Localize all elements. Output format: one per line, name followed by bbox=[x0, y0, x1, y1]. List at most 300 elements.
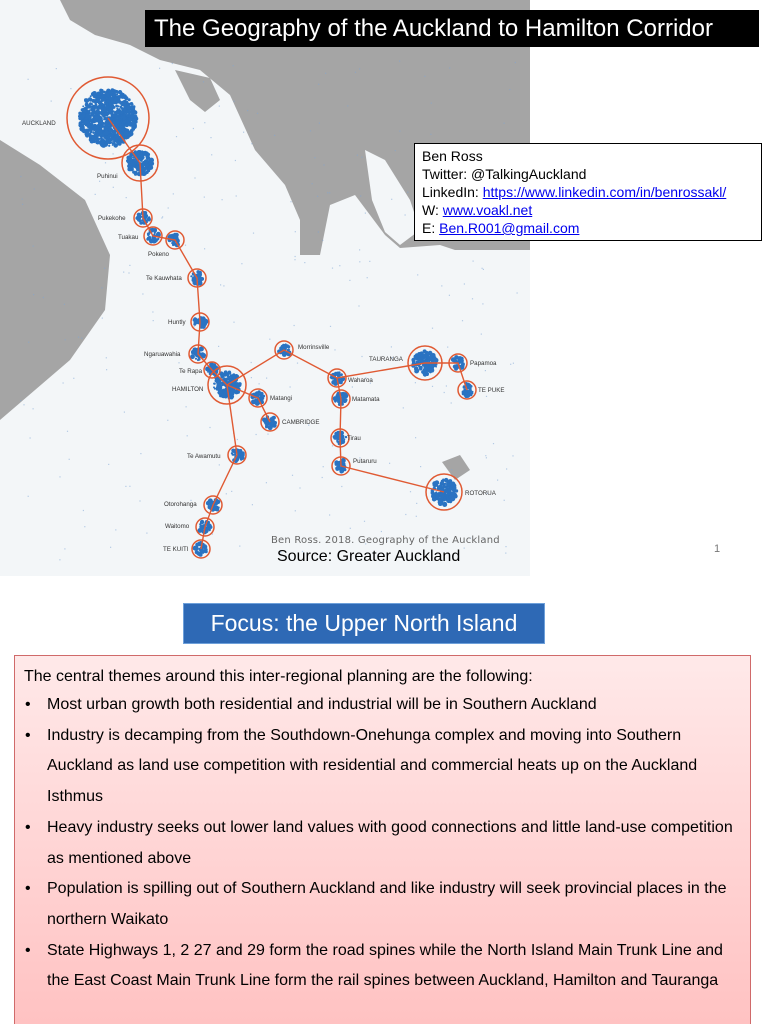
rural-speck bbox=[28, 342, 29, 343]
urban-dot-auckland bbox=[107, 135, 110, 138]
urban-dot-putaruru bbox=[341, 458, 345, 462]
urban-dot-ngaruawahia bbox=[201, 352, 204, 355]
label-te-kauwhata: Te Kauwhata bbox=[146, 275, 182, 282]
page-title: The Geography of the Auckland to Hamilton Corridor bbox=[145, 10, 759, 47]
urban-dot-tuakau bbox=[157, 238, 159, 240]
rural-speck bbox=[329, 514, 330, 515]
rural-speck bbox=[350, 528, 351, 529]
urban-dot-pukekohe bbox=[146, 214, 148, 216]
urban-dot-te-awamutu bbox=[231, 452, 233, 454]
urban-dot-auckland bbox=[109, 117, 112, 120]
rural-speck bbox=[341, 486, 342, 487]
urban-dot-tauranga bbox=[435, 363, 437, 365]
rural-speck bbox=[204, 248, 205, 249]
urban-dot-auckland bbox=[135, 113, 137, 115]
urban-dot-huntly bbox=[202, 316, 204, 318]
rural-speck bbox=[464, 548, 465, 549]
rural-speck bbox=[297, 363, 298, 364]
urban-dot-auckland bbox=[120, 94, 123, 97]
rural-speck bbox=[464, 283, 465, 284]
urban-dot-te-kauwhata bbox=[200, 278, 202, 280]
rural-speck bbox=[323, 164, 324, 165]
rural-speck bbox=[420, 466, 421, 467]
rural-speck bbox=[84, 526, 85, 527]
urban-dot-auckland bbox=[132, 108, 135, 111]
urban-dot-auckland bbox=[99, 119, 101, 121]
urban-dot-hamilton bbox=[228, 372, 230, 374]
rural-speck bbox=[110, 547, 111, 548]
urban-dot-auckland bbox=[92, 118, 94, 120]
rural-speck bbox=[113, 153, 114, 154]
themes-intro: The central themes around this inter-regional planning are the following: bbox=[24, 668, 533, 685]
urban-dot-auckland bbox=[126, 123, 129, 126]
rural-speck bbox=[304, 262, 305, 263]
rural-speck bbox=[167, 420, 168, 421]
urban-dot-putaruru bbox=[335, 460, 338, 463]
rural-speck bbox=[473, 261, 474, 262]
label-papamoa: Papamoa bbox=[470, 360, 497, 367]
urban-dot-auckland bbox=[87, 104, 91, 108]
rural-speck bbox=[369, 261, 370, 262]
rural-speck bbox=[193, 128, 194, 129]
urban-dot-auckland bbox=[100, 98, 103, 101]
rural-speck bbox=[294, 259, 295, 260]
urban-dot-rotorua bbox=[451, 497, 455, 501]
urban-dot-auckland bbox=[100, 138, 102, 140]
urban-dot-auckland bbox=[104, 92, 107, 95]
rural-speck bbox=[247, 110, 248, 111]
rural-speck bbox=[22, 199, 23, 200]
rural-speck bbox=[347, 105, 348, 106]
rural-speck bbox=[424, 76, 425, 77]
theme-text: Industry is decamping from the Southdown-Onehunga complex and moving into Southern Auckland as land use competition with residential and commercial heats up on the Auckland Isthmus bbox=[47, 726, 698, 806]
urban-dot-auckland bbox=[107, 97, 109, 99]
urban-dot-hamilton bbox=[234, 390, 237, 393]
rural-speck bbox=[132, 156, 133, 157]
label-ngaruawahia: Ngaruawahia bbox=[144, 351, 181, 358]
rural-speck bbox=[332, 445, 333, 446]
urban-dot-tauranga bbox=[423, 368, 427, 372]
rural-speck bbox=[20, 400, 21, 401]
rural-speck bbox=[266, 378, 267, 379]
rural-speck bbox=[70, 88, 71, 89]
theme-text: Population is spilling out of Southern Auckland and like industry will seek provincial places in the northern Waikato bbox=[47, 880, 727, 928]
rural-speck bbox=[486, 457, 487, 458]
rural-speck bbox=[509, 89, 510, 90]
rural-speck bbox=[253, 233, 254, 234]
email-link[interactable]: Ben.R001@gmail.com bbox=[439, 220, 580, 236]
rural-speck bbox=[129, 486, 130, 487]
rural-speck bbox=[153, 320, 154, 321]
rural-speck bbox=[219, 106, 220, 107]
urban-dot-te-kuiti bbox=[194, 546, 199, 551]
rural-speck bbox=[108, 464, 109, 465]
urban-dot-auckland bbox=[93, 116, 95, 118]
rural-speck bbox=[339, 265, 340, 266]
urban-dot-pukekohe bbox=[141, 219, 143, 221]
rural-speck bbox=[146, 533, 147, 534]
label-hamilton: HAMILTON bbox=[172, 386, 204, 393]
rural-speck bbox=[129, 265, 130, 266]
rural-speck bbox=[67, 431, 68, 432]
rural-speck bbox=[203, 81, 204, 82]
urban-dot-auckland bbox=[82, 105, 84, 107]
urban-dot-hamilton bbox=[213, 386, 215, 388]
urban-dot-auckland bbox=[89, 98, 93, 102]
urban-dot-waharoa bbox=[334, 372, 338, 376]
urban-dot-puhinui bbox=[137, 154, 142, 159]
label-te-awamutu: Te Awamutu bbox=[187, 453, 221, 460]
rural-speck bbox=[178, 362, 179, 363]
urban-dot-auckland bbox=[133, 124, 136, 127]
rural-speck bbox=[451, 402, 452, 403]
rural-speck bbox=[323, 466, 324, 467]
urban-dot-auckland bbox=[103, 115, 106, 118]
urban-dot-te-kuiti bbox=[204, 547, 206, 549]
rural-speck bbox=[332, 268, 333, 269]
urban-dot-tauranga bbox=[417, 352, 421, 356]
rural-speck bbox=[318, 84, 319, 85]
rural-speck bbox=[219, 464, 220, 465]
urban-dot-waharoa bbox=[332, 380, 336, 384]
urban-dot-auckland bbox=[124, 96, 128, 100]
urban-dot-hamilton bbox=[228, 376, 231, 379]
urban-dot-rotorua bbox=[440, 493, 445, 498]
rural-speck bbox=[358, 305, 359, 306]
rural-speck bbox=[416, 516, 417, 517]
urban-dot-auckland bbox=[135, 117, 138, 120]
rural-speck bbox=[497, 480, 498, 481]
rural-speck bbox=[267, 434, 268, 435]
urban-dot-putaruru bbox=[338, 467, 340, 469]
rural-speck bbox=[472, 298, 473, 299]
urban-dot-auckland bbox=[105, 110, 107, 112]
urban-dot-morrinsville bbox=[285, 343, 287, 345]
urban-dot-pukekohe bbox=[137, 213, 141, 217]
label-puhinui: Puhinui bbox=[97, 173, 118, 180]
page-number: 1 bbox=[714, 543, 721, 555]
rural-speck bbox=[317, 196, 318, 197]
urban-dot-te-puke bbox=[471, 392, 473, 394]
urban-dot-auckland bbox=[108, 145, 110, 147]
urban-dot-matangi bbox=[260, 396, 262, 398]
rural-speck bbox=[295, 510, 296, 511]
rural-speck bbox=[314, 157, 315, 158]
label-putaruru: Putaruru bbox=[353, 458, 377, 465]
urban-dot-tauranga bbox=[414, 369, 418, 373]
urban-dot-puhinui bbox=[145, 163, 149, 167]
rural-speck bbox=[152, 311, 153, 312]
rural-speck bbox=[329, 192, 330, 193]
rural-speck bbox=[23, 404, 24, 405]
rural-speck bbox=[233, 322, 234, 323]
rural-speck bbox=[176, 136, 177, 137]
urban-dot-waharoa bbox=[330, 376, 332, 378]
rural-speck bbox=[257, 113, 258, 114]
urban-dot-te-kauwhata bbox=[190, 275, 192, 277]
rural-speck bbox=[462, 320, 463, 321]
rural-speck bbox=[112, 142, 113, 143]
urban-dot-auckland bbox=[128, 134, 131, 137]
rural-speck bbox=[102, 318, 103, 319]
rural-speck bbox=[33, 246, 34, 247]
urban-dot-otorohanga bbox=[217, 506, 219, 508]
website-link[interactable]: www.voakl.net bbox=[442, 202, 533, 218]
urban-dot-auckland bbox=[95, 121, 97, 123]
rural-speck bbox=[116, 93, 117, 94]
urban-dot-te-puke bbox=[463, 386, 465, 388]
contact-card bbox=[414, 143, 762, 241]
urban-dot-auckland bbox=[117, 100, 121, 104]
rural-speck bbox=[312, 183, 313, 184]
urban-dot-pokeno bbox=[171, 234, 174, 237]
rural-speck bbox=[294, 325, 295, 326]
urban-dot-auckland bbox=[88, 128, 93, 133]
rural-speck bbox=[228, 380, 229, 381]
rural-speck bbox=[266, 482, 267, 483]
theme-text: Heavy industry seeks out lower land values with good connections and little land-use competition as mentioned above bbox=[47, 818, 733, 867]
urban-dot-huntly bbox=[202, 320, 207, 325]
urban-dot-otorohanga bbox=[214, 506, 217, 509]
urban-dot-pukekohe bbox=[138, 217, 141, 220]
urban-dot-rotorua bbox=[447, 483, 451, 487]
urban-dot-rotorua bbox=[444, 489, 448, 493]
urban-dot-hamilton bbox=[216, 387, 218, 389]
rural-speck bbox=[251, 143, 252, 144]
linkedin-link[interactable]: https://www.linkedin.com/in/benrossakl/ bbox=[482, 184, 727, 200]
urban-dot-waitomo bbox=[200, 528, 203, 531]
urban-dot-huntly bbox=[193, 317, 197, 321]
rural-speck bbox=[43, 297, 44, 298]
rural-speck bbox=[391, 346, 392, 347]
rural-speck bbox=[218, 346, 219, 347]
rural-speck bbox=[359, 249, 360, 250]
urban-dot-auckland bbox=[102, 113, 105, 116]
rural-speck bbox=[449, 67, 450, 68]
urban-dot-auckland bbox=[101, 92, 104, 95]
rural-speck bbox=[391, 199, 392, 200]
rural-speck bbox=[517, 292, 518, 293]
urban-dot-papamoa bbox=[460, 357, 464, 361]
urban-dot-auckland bbox=[129, 110, 132, 113]
rural-speck bbox=[357, 155, 358, 156]
rural-speck bbox=[322, 477, 323, 478]
urban-dot-auckland bbox=[117, 136, 121, 140]
urban-dot-puhinui bbox=[135, 165, 139, 169]
rural-speck bbox=[481, 334, 482, 335]
urban-dot-hamilton bbox=[216, 381, 221, 386]
rural-speck bbox=[512, 455, 513, 456]
urban-dot-huntly bbox=[201, 324, 206, 329]
contact-linkedin-row bbox=[422, 183, 754, 201]
theme-item bbox=[24, 874, 741, 935]
rural-speck bbox=[292, 475, 293, 476]
urban-dot-auckland bbox=[94, 111, 97, 114]
urban-dot-auckland bbox=[118, 105, 120, 107]
urban-dot-auckland bbox=[82, 113, 86, 117]
theme-item bbox=[24, 721, 741, 813]
rural-speck bbox=[256, 434, 257, 435]
rural-speck bbox=[33, 408, 34, 409]
rural-speck bbox=[444, 392, 445, 393]
urban-dot-tauranga bbox=[426, 373, 429, 376]
urban-dot-te-awamutu bbox=[241, 456, 245, 460]
rural-speck bbox=[186, 406, 187, 407]
rural-speck bbox=[290, 386, 291, 387]
rural-speck bbox=[251, 362, 252, 363]
rural-speck bbox=[482, 268, 483, 269]
urban-dot-tuakau bbox=[154, 232, 156, 234]
urban-dot-auckland bbox=[130, 114, 134, 118]
rural-speck bbox=[124, 412, 125, 413]
urban-dot-puhinui bbox=[142, 152, 146, 156]
rural-speck bbox=[510, 364, 511, 365]
urban-dot-auckland bbox=[126, 129, 129, 132]
urban-dot-auckland bbox=[120, 92, 122, 94]
rural-speck bbox=[451, 469, 452, 470]
urban-dot-auckland bbox=[123, 113, 126, 116]
rural-speck bbox=[162, 216, 163, 217]
urban-dot-auckland bbox=[127, 106, 131, 110]
label-pokeno: Pokeno bbox=[148, 251, 169, 258]
rural-speck bbox=[318, 231, 319, 232]
urban-dot-te-kauwhata bbox=[192, 279, 195, 282]
rural-speck bbox=[95, 194, 96, 195]
urban-dot-te-kuiti bbox=[195, 543, 199, 547]
urban-dot-auckland bbox=[109, 107, 114, 112]
urban-dot-hamilton bbox=[213, 383, 215, 385]
rural-speck bbox=[334, 349, 335, 350]
urban-dot-auckland bbox=[122, 103, 124, 105]
rural-speck bbox=[367, 277, 368, 278]
rural-speck bbox=[233, 65, 234, 66]
urban-dot-auckland bbox=[79, 122, 82, 125]
urban-dot-tauranga bbox=[426, 371, 428, 373]
urban-dot-huntly bbox=[193, 323, 196, 326]
rural-speck bbox=[161, 217, 162, 218]
rural-speck bbox=[220, 284, 221, 285]
urban-dot-puhinui bbox=[149, 164, 151, 166]
label-te-puke: TE PUKE bbox=[478, 387, 505, 394]
theme-text: State Highways 1, 2 27 and 29 form the road spines while the North Island Main Trunk Line and the East Coast Main Trunk Line form the rail spines between Auckland, Hamilton and Tauranga bbox=[47, 941, 723, 990]
label-tirau: Tirau bbox=[347, 435, 361, 442]
rural-speck bbox=[235, 160, 236, 161]
urban-dot-hamilton bbox=[222, 392, 226, 396]
rural-speck bbox=[482, 303, 483, 304]
rural-speck bbox=[226, 493, 227, 494]
rural-speck bbox=[115, 529, 116, 530]
rural-speck bbox=[415, 382, 416, 383]
urban-dot-rotorua bbox=[442, 502, 447, 507]
rural-speck bbox=[310, 130, 311, 131]
map-credit: Ben Ross. 2018. Geography of the Auckland bbox=[271, 535, 500, 546]
urban-dot-puhinui bbox=[146, 156, 150, 160]
urban-dot-auckland bbox=[112, 130, 117, 135]
rural-speck bbox=[405, 514, 406, 515]
rural-speck bbox=[295, 256, 296, 257]
rural-speck bbox=[105, 162, 106, 163]
urban-dot-auckland bbox=[95, 97, 100, 102]
rural-speck bbox=[355, 72, 356, 73]
urban-dot-auckland bbox=[128, 113, 131, 116]
urban-dot-rotorua bbox=[446, 493, 449, 496]
bullet-icon: • bbox=[25, 880, 31, 898]
label-huntly: Huntly bbox=[168, 319, 186, 326]
rural-speck bbox=[361, 157, 362, 158]
rural-speck bbox=[233, 101, 234, 102]
rural-speck bbox=[159, 68, 160, 69]
rural-speck bbox=[352, 386, 353, 387]
rural-speck bbox=[486, 396, 487, 397]
urban-dot-rotorua bbox=[432, 498, 436, 502]
urban-dot-tauranga bbox=[431, 367, 433, 369]
rural-speck bbox=[485, 455, 486, 456]
urban-dot-hamilton bbox=[230, 396, 234, 400]
urban-dot-auckland bbox=[109, 90, 113, 94]
urban-dot-auckland bbox=[121, 125, 125, 129]
rural-speck bbox=[431, 103, 432, 104]
urban-dot-auckland bbox=[83, 121, 88, 126]
urban-dot-auckland bbox=[100, 123, 102, 125]
urban-dot-tauranga bbox=[414, 355, 418, 359]
label-matangi: Matangi bbox=[270, 395, 293, 402]
urban-dot-puhinui bbox=[129, 159, 133, 163]
urban-dot-matangi bbox=[263, 395, 266, 398]
theme-item bbox=[24, 936, 741, 997]
rural-speck bbox=[59, 559, 60, 560]
rural-speck bbox=[113, 187, 114, 188]
urban-dot-auckland bbox=[78, 112, 81, 115]
urban-dot-cambridge bbox=[271, 416, 275, 420]
urban-dot-rotorua bbox=[442, 486, 445, 489]
rural-speck bbox=[446, 385, 447, 386]
rural-speck bbox=[64, 304, 65, 305]
rural-speck bbox=[69, 459, 70, 460]
rural-speck bbox=[63, 382, 64, 383]
rural-speck bbox=[407, 192, 408, 193]
rural-speck bbox=[504, 123, 505, 124]
themes-list bbox=[24, 690, 741, 997]
rural-speck bbox=[30, 437, 31, 438]
label-te-kuiti: TE KUITI bbox=[163, 546, 189, 553]
bullet-icon: • bbox=[25, 726, 31, 744]
urban-dot-papamoa bbox=[461, 362, 465, 366]
urban-dot-te-awamutu bbox=[233, 454, 235, 456]
urban-dot-auckland bbox=[86, 100, 88, 102]
rural-speck bbox=[208, 530, 209, 531]
rural-speck bbox=[399, 131, 400, 132]
urban-dot-auckland bbox=[104, 101, 107, 104]
rural-speck bbox=[237, 439, 238, 440]
urban-dot-auckland bbox=[102, 139, 105, 142]
label-otorohanga: Otorohanga bbox=[164, 501, 197, 508]
rural-speck bbox=[416, 503, 417, 504]
urban-dot-papamoa bbox=[451, 357, 456, 362]
rural-speck bbox=[185, 245, 186, 246]
rural-speck bbox=[106, 369, 107, 370]
rural-speck bbox=[211, 154, 212, 155]
urban-dot-auckland bbox=[118, 118, 121, 121]
urban-dot-otorohanga bbox=[208, 505, 212, 509]
contact-name: Ben Ross bbox=[422, 148, 483, 164]
urban-dot-auckland bbox=[97, 92, 101, 96]
urban-dot-auckland bbox=[125, 103, 127, 105]
urban-dot-hamilton bbox=[232, 375, 236, 379]
urban-dot-cambridge bbox=[272, 425, 275, 428]
contact-email-row bbox=[422, 219, 754, 237]
rural-speck bbox=[64, 548, 65, 549]
urban-dot-matamata bbox=[343, 393, 348, 398]
